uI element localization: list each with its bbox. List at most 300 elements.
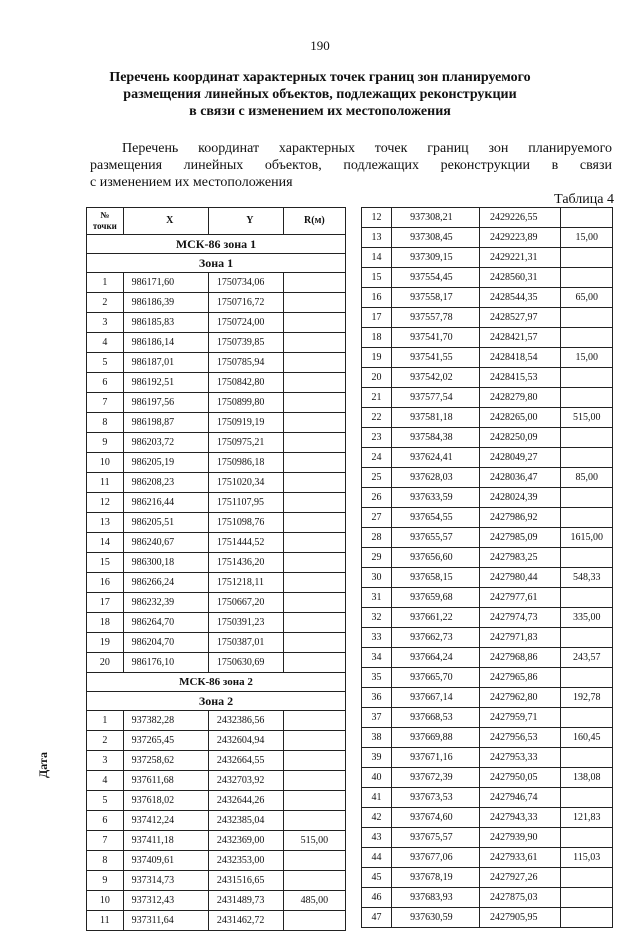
table-row [362, 608, 613, 628]
cell-y: 2431489,73 [208, 891, 283, 911]
cell-point-number: 34 [362, 648, 392, 668]
cell-y: 2427986,92 [480, 508, 561, 528]
cell-x: 986186,39 [123, 293, 208, 313]
cell-radius: 515,00 [283, 831, 345, 851]
cell-radius [283, 353, 345, 373]
cell-point-number: 25 [362, 468, 392, 488]
cell-x: 986204,70 [123, 633, 208, 653]
table-row [362, 448, 613, 468]
table-row [362, 548, 613, 568]
cell-radius [561, 548, 613, 568]
cell-point-number: 8 [87, 851, 124, 871]
cell-radius [283, 791, 345, 811]
table-row [87, 791, 346, 811]
cell-x: 937665,70 [392, 668, 480, 688]
cell-point-number: 16 [87, 573, 124, 593]
cell-y: 2427985,09 [480, 528, 561, 548]
cell-point-number: 22 [362, 408, 392, 428]
cell-radius [283, 911, 345, 931]
cell-y: 1750724,00 [208, 313, 283, 333]
table-row [87, 453, 346, 473]
cell-y: 2432703,92 [208, 771, 283, 791]
cell-radius [283, 593, 345, 613]
table-row [362, 388, 613, 408]
cell-point-number: 28 [362, 528, 392, 548]
cell-radius [283, 871, 345, 891]
table-row [362, 848, 613, 868]
cell-radius: 1615,00 [561, 528, 613, 548]
table-row [87, 871, 346, 891]
cell-x: 937678,19 [392, 868, 480, 888]
cell-radius: 485,00 [283, 891, 345, 911]
table-row [87, 473, 346, 493]
cell-x: 937308,45 [392, 228, 480, 248]
cell-point-number: 9 [87, 871, 124, 891]
cell-x: 937628,03 [392, 468, 480, 488]
cell-point-number: 18 [87, 613, 124, 633]
cell-point-number: 15 [362, 268, 392, 288]
cell-y: 2431516,65 [208, 871, 283, 891]
cell-x: 937630,59 [392, 908, 480, 928]
cell-y: 2427959,71 [480, 708, 561, 728]
cell-point-number: 24 [362, 448, 392, 468]
cell-x: 937542,02 [392, 368, 480, 388]
cell-y: 1750667,20 [208, 593, 283, 613]
cell-radius [283, 513, 345, 533]
section-row [87, 673, 346, 692]
cell-radius [561, 428, 613, 448]
cell-x: 937584,38 [392, 428, 480, 448]
column-header-x: X [123, 208, 208, 235]
cell-y: 2427962,80 [480, 688, 561, 708]
cell-point-number: 11 [87, 911, 124, 931]
header-number-symbol: № [100, 210, 110, 220]
table-row [362, 288, 613, 308]
cell-point-number: 6 [87, 373, 124, 393]
cell-x: 937309,15 [392, 248, 480, 268]
cell-radius [561, 628, 613, 648]
cell-point-number: 26 [362, 488, 392, 508]
cell-radius: 138,08 [561, 768, 613, 788]
table-row [362, 828, 613, 848]
table-row [362, 908, 613, 928]
cell-radius [561, 708, 613, 728]
cell-y: 2431462,72 [208, 911, 283, 931]
cell-point-number: 19 [87, 633, 124, 653]
table-row [362, 868, 613, 888]
cell-point-number: 21 [362, 388, 392, 408]
cell-y: 2427927,26 [480, 868, 561, 888]
cell-point-number: 7 [87, 393, 124, 413]
cell-radius [561, 908, 613, 928]
cell-y: 2428265,00 [480, 408, 561, 428]
cell-point-number: 10 [87, 453, 124, 473]
table-row [87, 771, 346, 791]
cell-point-number: 15 [87, 553, 124, 573]
table-row [362, 568, 613, 588]
cell-y: 2427943,33 [480, 808, 561, 828]
table-row [87, 393, 346, 413]
cell-radius: 515,00 [561, 408, 613, 428]
cell-x: 986187,01 [123, 353, 208, 373]
cell-point-number: 31 [362, 588, 392, 608]
cell-y: 2428560,31 [480, 268, 561, 288]
table-row [362, 708, 613, 728]
cell-point-number: 38 [362, 728, 392, 748]
table-row [362, 728, 613, 748]
cell-x: 937581,18 [392, 408, 480, 428]
cell-point-number: 8 [87, 413, 124, 433]
cell-x: 937667,14 [392, 688, 480, 708]
cell-x: 937683,93 [392, 888, 480, 908]
cell-y: 1750975,21 [208, 433, 283, 453]
cell-y: 2429223,89 [480, 228, 561, 248]
cell-y: 1750387,01 [208, 633, 283, 653]
cell-y: 1751436,20 [208, 553, 283, 573]
side-label: Дата [36, 752, 50, 778]
document-heading [80, 69, 560, 120]
table-row [87, 293, 346, 313]
cell-radius [283, 751, 345, 771]
table-row [87, 553, 346, 573]
cell-radius [283, 811, 345, 831]
cell-x: 937558,17 [392, 288, 480, 308]
cell-y: 1750919,19 [208, 413, 283, 433]
cell-point-number: 3 [87, 313, 124, 333]
cell-point-number: 17 [87, 593, 124, 613]
cell-y: 2427980,44 [480, 568, 561, 588]
cell-point-number: 23 [362, 428, 392, 448]
cell-y: 1750734,06 [208, 273, 283, 293]
cell-y: 2428418,54 [480, 348, 561, 368]
cell-y: 2427956,53 [480, 728, 561, 748]
cell-x: 937624,41 [392, 448, 480, 468]
cell-point-number: 18 [362, 328, 392, 348]
cell-point-number: 6 [87, 811, 124, 831]
cell-y: 1750630,69 [208, 653, 283, 673]
cell-radius [561, 868, 613, 888]
cell-y: 2427933,61 [480, 848, 561, 868]
coordinates-table-right [361, 207, 613, 928]
cell-x: 986216,44 [123, 493, 208, 513]
cell-point-number: 1 [87, 273, 124, 293]
cell-y: 2428527,97 [480, 308, 561, 328]
cell-radius [283, 633, 345, 653]
cell-radius [283, 573, 345, 593]
table-row [362, 808, 613, 828]
cell-point-number: 33 [362, 628, 392, 648]
cell-x: 937412,24 [123, 811, 208, 831]
table-row [87, 273, 346, 293]
cell-radius [283, 473, 345, 493]
table-row [362, 528, 613, 548]
cell-radius [283, 393, 345, 413]
cell-y: 2429226,55 [480, 208, 561, 228]
table-row [87, 533, 346, 553]
heading-line: размещения линейных объектов, подлежащих реконструкции [123, 87, 517, 102]
table-row [87, 373, 346, 393]
cell-y: 1750899,80 [208, 393, 283, 413]
table-row [362, 208, 613, 228]
intro-line: размещения линейных объектов, подлежащих реконструкции в связи [90, 158, 612, 173]
table-row [362, 488, 613, 508]
cell-x: 937577,54 [392, 388, 480, 408]
cell-point-number: 2 [87, 293, 124, 313]
cell-point-number: 16 [362, 288, 392, 308]
table-row [87, 711, 346, 731]
table-row [362, 768, 613, 788]
intro-line: Перечень координат характерных точек границ зон планируемого [122, 141, 612, 156]
cell-radius [283, 413, 345, 433]
cell-y: 1750842,80 [208, 373, 283, 393]
cell-point-number: 1 [87, 711, 124, 731]
zone-label: Зона 1 [87, 254, 346, 273]
cell-point-number: 47 [362, 908, 392, 928]
cell-x: 937658,15 [392, 568, 480, 588]
cell-radius [561, 508, 613, 528]
cell-x: 937265,45 [123, 731, 208, 751]
cell-x: 937668,53 [392, 708, 480, 728]
table-row [362, 508, 613, 528]
cell-point-number: 12 [362, 208, 392, 228]
cell-point-number: 4 [87, 333, 124, 353]
cell-x: 937311,64 [123, 911, 208, 931]
cell-point-number: 10 [87, 891, 124, 911]
cell-point-number: 32 [362, 608, 392, 628]
cell-y: 2432664,55 [208, 751, 283, 771]
cell-radius [283, 711, 345, 731]
cell-x: 986176,10 [123, 653, 208, 673]
cell-radius: 243,57 [561, 648, 613, 668]
cell-x: 937541,55 [392, 348, 480, 368]
cell-point-number: 20 [362, 368, 392, 388]
cell-radius [561, 488, 613, 508]
cell-radius [561, 268, 613, 288]
cell-point-number: 2 [87, 731, 124, 751]
cell-point-number: 35 [362, 668, 392, 688]
cell-radius [283, 771, 345, 791]
table-row [362, 588, 613, 608]
cell-x: 937541,70 [392, 328, 480, 348]
cell-radius [283, 613, 345, 633]
cell-point-number: 42 [362, 808, 392, 828]
column-header-r: R(м) [283, 208, 345, 235]
table-row [87, 831, 346, 851]
cell-x: 937674,60 [392, 808, 480, 828]
cell-point-number: 27 [362, 508, 392, 528]
table-row [362, 788, 613, 808]
cell-point-number: 14 [362, 248, 392, 268]
table-row [87, 413, 346, 433]
section-row [87, 254, 346, 273]
cell-radius [283, 533, 345, 553]
cell-x: 986232,39 [123, 593, 208, 613]
section-row [87, 692, 346, 711]
cell-x: 937618,02 [123, 791, 208, 811]
cell-radius [561, 748, 613, 768]
cell-x: 937655,57 [392, 528, 480, 548]
cell-y: 2427875,03 [480, 888, 561, 908]
cell-y: 2427968,86 [480, 648, 561, 668]
cell-x: 937664,24 [392, 648, 480, 668]
cell-y: 1750986,18 [208, 453, 283, 473]
cell-point-number: 45 [362, 868, 392, 888]
cell-x: 986208,23 [123, 473, 208, 493]
cell-x: 986197,56 [123, 393, 208, 413]
cell-y: 2427950,05 [480, 768, 561, 788]
table-row [87, 513, 346, 533]
table-row [362, 308, 613, 328]
column-header-number [87, 208, 124, 235]
table-row [87, 613, 346, 633]
table-row [87, 313, 346, 333]
cell-y: 2427965,86 [480, 668, 561, 688]
cell-x: 937382,28 [123, 711, 208, 731]
cell-y: 2427983,25 [480, 548, 561, 568]
cell-radius: 192,78 [561, 688, 613, 708]
cell-point-number: 11 [87, 473, 124, 493]
cell-point-number: 3 [87, 751, 124, 771]
cell-y: 1751107,95 [208, 493, 283, 513]
table-row [362, 428, 613, 448]
cell-y: 2432604,94 [208, 731, 283, 751]
cell-y: 2427905,95 [480, 908, 561, 928]
table-row [362, 668, 613, 688]
table-row [87, 633, 346, 653]
cell-x: 986205,19 [123, 453, 208, 473]
table-row [362, 248, 613, 268]
table-row [362, 628, 613, 648]
cell-radius: 85,00 [561, 468, 613, 488]
heading-line: в связи с изменением их местоположения [189, 104, 451, 119]
cell-y: 2428544,35 [480, 288, 561, 308]
cell-radius [283, 373, 345, 393]
cell-point-number: 41 [362, 788, 392, 808]
cell-x: 937661,22 [392, 608, 480, 628]
table-row [87, 751, 346, 771]
cell-x: 986205,51 [123, 513, 208, 533]
cell-radius [561, 788, 613, 808]
coordinate-system-label: МСК-86 зона 2 [87, 673, 346, 692]
cell-radius [283, 553, 345, 573]
cell-radius [561, 208, 613, 228]
cell-x: 937656,60 [392, 548, 480, 568]
intro-paragraph [90, 140, 612, 191]
cell-x: 986192,51 [123, 373, 208, 393]
cell-point-number: 36 [362, 688, 392, 708]
cell-radius: 160,45 [561, 728, 613, 748]
table-row [362, 228, 613, 248]
cell-x: 937659,68 [392, 588, 480, 608]
cell-radius [283, 453, 345, 473]
cell-x: 986300,18 [123, 553, 208, 573]
cell-x: 986264,70 [123, 613, 208, 633]
cell-radius: 65,00 [561, 288, 613, 308]
cell-y: 2432386,56 [208, 711, 283, 731]
cell-x: 986186,14 [123, 333, 208, 353]
cell-x: 937611,68 [123, 771, 208, 791]
cell-y: 1751098,76 [208, 513, 283, 533]
table-header-row [87, 208, 346, 235]
cell-radius: 15,00 [561, 228, 613, 248]
cell-y: 2432353,00 [208, 851, 283, 871]
table-row [362, 348, 613, 368]
cell-y: 2427953,33 [480, 748, 561, 768]
table-row [87, 851, 346, 871]
table-row [362, 468, 613, 488]
cell-radius [561, 828, 613, 848]
table-caption: Таблица 4 [554, 192, 614, 207]
cell-radius: 15,00 [561, 348, 613, 368]
cell-radius [561, 328, 613, 348]
cell-y: 1751020,34 [208, 473, 283, 493]
cell-point-number: 14 [87, 533, 124, 553]
cell-radius: 548,33 [561, 568, 613, 588]
table-row [87, 493, 346, 513]
cell-point-number: 37 [362, 708, 392, 728]
cell-point-number: 29 [362, 548, 392, 568]
cell-radius [283, 851, 345, 871]
cell-point-number: 39 [362, 748, 392, 768]
cell-y: 1750391,23 [208, 613, 283, 633]
table-row [362, 368, 613, 388]
cell-x: 986198,87 [123, 413, 208, 433]
table-row [87, 433, 346, 453]
cell-point-number: 20 [87, 653, 124, 673]
cell-x: 937409,61 [123, 851, 208, 871]
cell-y: 1750716,72 [208, 293, 283, 313]
cell-x: 986203,72 [123, 433, 208, 453]
cell-radius [561, 448, 613, 468]
table-row [87, 891, 346, 911]
table-row [362, 268, 613, 288]
cell-point-number: 4 [87, 771, 124, 791]
coordinates-table-left [86, 207, 346, 931]
cell-point-number: 13 [87, 513, 124, 533]
cell-x: 937669,88 [392, 728, 480, 748]
cell-point-number: 30 [362, 568, 392, 588]
cell-x: 937662,73 [392, 628, 480, 648]
cell-radius [283, 333, 345, 353]
cell-x: 986240,67 [123, 533, 208, 553]
cell-radius [283, 653, 345, 673]
cell-y: 2427974,73 [480, 608, 561, 628]
cell-point-number: 9 [87, 433, 124, 453]
cell-y: 1750739,85 [208, 333, 283, 353]
cell-radius [283, 313, 345, 333]
cell-radius: 335,00 [561, 608, 613, 628]
cell-radius: 115,03 [561, 848, 613, 868]
cell-x: 937314,73 [123, 871, 208, 891]
cell-point-number: 19 [362, 348, 392, 368]
table-row [87, 333, 346, 353]
cell-point-number: 40 [362, 768, 392, 788]
cell-x: 937258,62 [123, 751, 208, 771]
zone-label: Зона 2 [87, 692, 346, 711]
cell-radius [561, 308, 613, 328]
cell-x: 937554,45 [392, 268, 480, 288]
cell-radius [561, 388, 613, 408]
cell-x: 986185,83 [123, 313, 208, 333]
cell-radius [283, 731, 345, 751]
coordinate-system-label: МСК-86 зона 1 [87, 235, 346, 254]
cell-y: 2427939,90 [480, 828, 561, 848]
table-row [87, 653, 346, 673]
cell-point-number: 5 [87, 353, 124, 373]
cell-radius [283, 493, 345, 513]
cell-x: 986266,24 [123, 573, 208, 593]
cell-point-number: 13 [362, 228, 392, 248]
